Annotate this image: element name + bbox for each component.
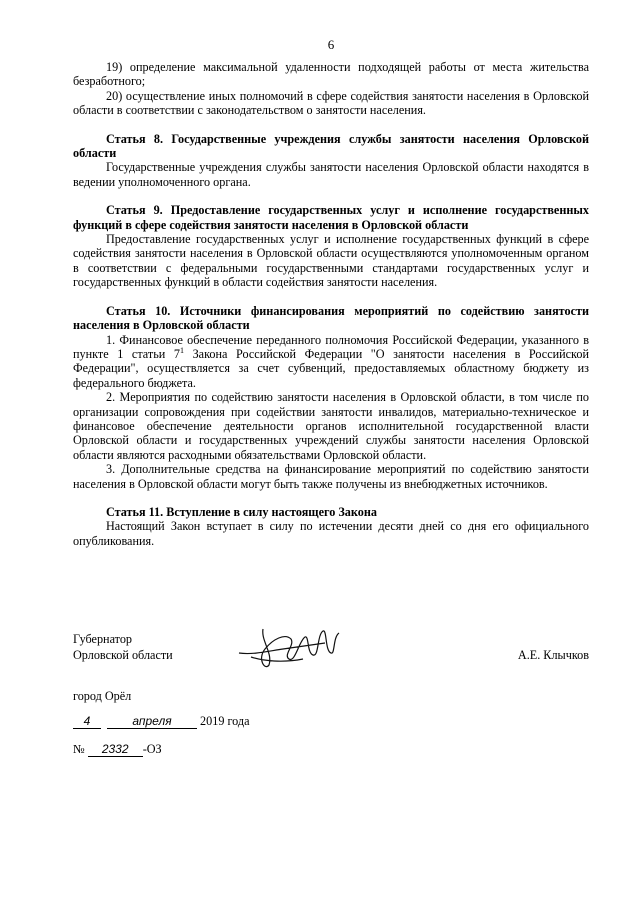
city: город Орёл (73, 689, 132, 703)
signatory-title: Губернатор Орловской области (73, 632, 173, 662)
signature-block (73, 631, 589, 691)
signatory-name: А.Е. Клычков (517, 648, 589, 662)
article-8-heading: Статья 8. Государственные учреждения службы занятости населения Орловской области (73, 131, 589, 161)
list-item-19: 19) определение максимальной удаленности подходящей работы от места жительства безработного; (73, 60, 589, 89)
law-number-value: 2332 (88, 742, 143, 757)
article-10-paragraph-2: 2. Мероприятия по содействию занятости населения в Орловской области, в том числе по организации сопровождения при содействии занятости инвалидов, материально-техническое и финансовое обеспечение деятельности органов исполнительной государственной власти Орловской области и государственных учреждений службы занятости населения Орловской области являются расходными обязательствами Орловской области. (73, 390, 589, 462)
date-year: 2019 года (200, 714, 250, 728)
article-10-heading: Статья 10. Источники финансирования мероприятий по содействию занятости населения в Орловской области (73, 303, 589, 333)
document-page (73, 0, 589, 905)
handwritten-signature (233, 619, 353, 677)
article-9-heading: Статья 9. Предоставление государственных услуг и исполнение государственных функций в сфере содействия занятости населения в Орловской области (73, 203, 589, 232)
date-day: 4 (73, 714, 101, 729)
page-number: 6 (327, 37, 335, 52)
article-11-heading: Статья 11. Вступление в силу настоящего Закона (106, 504, 377, 519)
article-10-paragraph-3: 3. Дополнительные средства на финансирование мероприятий по содействию занятости населения в Орловской области могут быть также получены из внебюджетных источников. (73, 462, 589, 491)
document-body (73, 60, 589, 548)
article-10-paragraph-1: 1. Финансовое обеспечение переданного полномочия Российской Федерации, указанного в пункте 1 статьи $7^1$ Закона Российской Федерации "О занятости населения в Российской Федерации", осуществляется за счет субвенций, предоставляемых областному бюджету из федерального бюджета. (73, 332, 589, 390)
article-11-paragraph: Настоящий Закон вступает в силу по истечении десяти дней со дня его официального опубликования. (73, 519, 589, 548)
signing-date (73, 714, 250, 729)
date-month: апреля (107, 714, 197, 729)
article-8-paragraph: Государственные учреждения службы занятости населения Орловской области находятся в ведении уполномоченного органа. (73, 160, 589, 189)
law-number: № 2332 -ОЗ (73, 742, 162, 756)
article-9-paragraph: Предоставление государственных услуг и исполнение государственных функций в сфере содействия занятости населения в Орловской области осуществляются уполномоченным органом в соответствии с федеральными государственными стандартами государственных услуг и государственных функций в области содействия занятости населения. (73, 232, 589, 290)
list-item-20: 20) осуществление иных полномочий в сфере содействия занятости населения в Орловской области в соответствии с законодательством о занятости населения. (73, 88, 589, 118)
